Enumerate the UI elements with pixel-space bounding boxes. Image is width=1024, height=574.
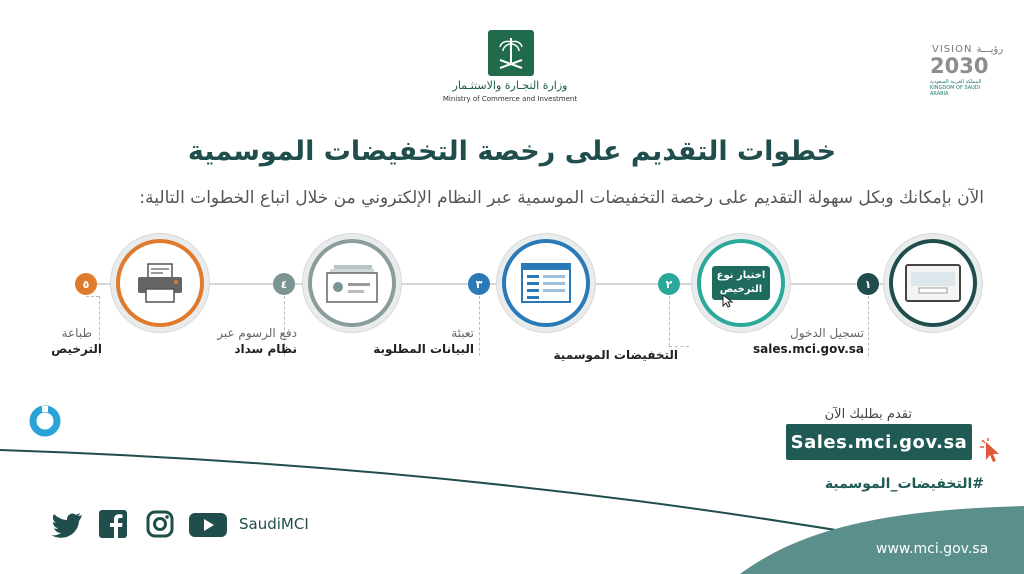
step-2-circle <box>692 234 790 332</box>
footer-curve <box>0 440 1024 574</box>
youtube-icon[interactable] <box>189 513 227 537</box>
ministry-name-ar: وزارة التجـارة والاستثـمار <box>452 79 568 92</box>
cursor-icon <box>722 294 734 308</box>
step-3b-connector <box>479 296 480 356</box>
hashtag: #التخفيضات_الموسمية <box>824 476 984 492</box>
vision-label: VISION رؤيـــة <box>932 44 1004 55</box>
step-5-number: ٥ <box>75 273 97 295</box>
cta-label: تقدم بطلبك الآن <box>824 407 912 422</box>
step-3-label: التخفيضات الموسمية <box>553 348 678 362</box>
ministry-logo <box>488 30 534 76</box>
step-5-connector-h <box>86 296 99 297</box>
step-1-link[interactable]: sales.mci.gov.sa <box>753 342 864 356</box>
step-1-number: ١ <box>857 273 879 295</box>
step-3b-label: تعبئة <box>451 326 474 340</box>
instagram-icon[interactable] <box>146 510 174 538</box>
license-type-text: اختيار نوع الترخيص <box>716 270 766 295</box>
website-url[interactable]: www.mci.gov.sa <box>876 541 989 557</box>
step-4-value: نظام سداد <box>234 342 297 356</box>
vision-year: 2030 <box>930 54 989 78</box>
license-type-button-icon <box>712 266 770 300</box>
step-5-circle <box>111 234 209 332</box>
step-4-number: ٤ <box>273 273 295 295</box>
payment-card-icon <box>326 263 378 303</box>
page-subtitle: الآن بإمكانك وبكل سهولة التقديم على رخصة التخفيضات الموسمية عبر النظام الإلكتروني من خلال اتباع الخطوات التالية: <box>139 188 984 208</box>
twitter-icon[interactable] <box>51 512 83 538</box>
step-1-label: تسجيل الدخول <box>790 326 864 340</box>
step-4-circle <box>303 234 401 332</box>
form-page-icon <box>521 263 571 303</box>
login-screen-icon <box>905 264 961 302</box>
ministry-name-en: Ministry of Commerce and Investment <box>442 95 578 103</box>
step-2-number: ٢ <box>658 273 680 295</box>
step-5-label: طباعة <box>61 326 92 340</box>
facebook-icon[interactable] <box>99 510 127 538</box>
step-3-number: ٣ <box>468 273 490 295</box>
step-2-connector <box>669 296 670 346</box>
vision-country: المملكة العربية السعودية KINGDOM OF SAUDI ARABIA <box>930 79 982 97</box>
step-3-circle <box>497 234 595 332</box>
step-1-connector <box>868 296 869 356</box>
step-3b-value: البيانات المطلوبة <box>373 342 474 356</box>
cta-site-text: Sales.mci.gov.sa <box>790 431 968 453</box>
step-2-connector-h <box>669 346 689 347</box>
printer-icon <box>136 263 184 303</box>
page-title: خطوات التقديم على رخصة التخفيضات الموسمية <box>187 136 837 167</box>
cursor-click-icon <box>978 436 1004 464</box>
cta-site-button[interactable] <box>786 424 972 460</box>
step-1-circle <box>884 234 982 332</box>
decorative-ring <box>28 404 62 438</box>
social-handle: SaudiMCI <box>239 515 309 533</box>
step-5-value: الترخيص <box>51 342 102 356</box>
step-4-label: دفع الرسوم عبر <box>217 326 297 340</box>
